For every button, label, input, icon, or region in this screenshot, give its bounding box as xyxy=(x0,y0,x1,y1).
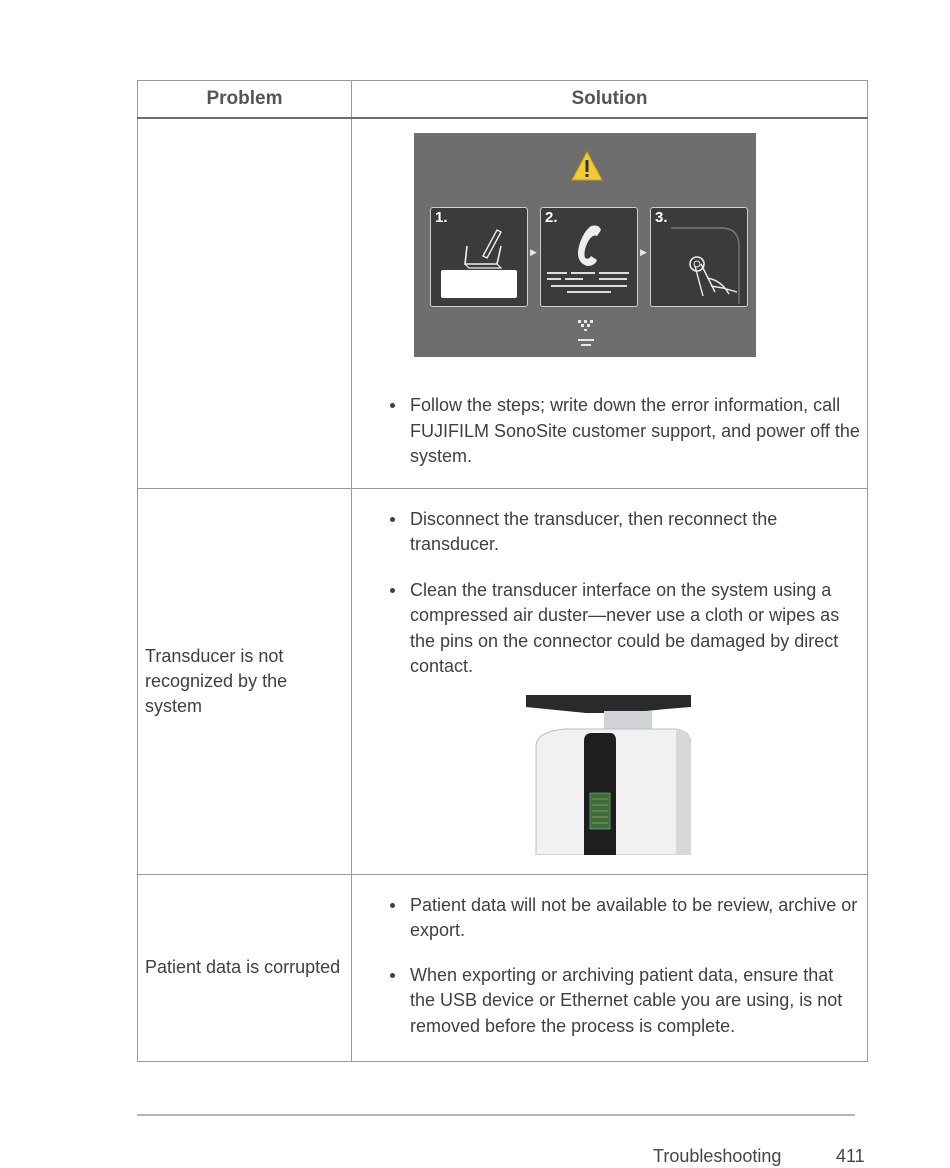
arrow-icon: ▶ xyxy=(530,247,537,257)
solution-cell xyxy=(352,118,868,488)
list-item xyxy=(352,393,867,470)
bullet-icon xyxy=(390,517,395,522)
problem-cell xyxy=(138,118,352,488)
bullet-icon xyxy=(390,973,395,978)
step-1-panel xyxy=(430,207,528,307)
bullet-icon xyxy=(390,403,395,408)
troubleshooting-table xyxy=(137,80,868,1062)
list-item-text: When exporting or archiving patient data, ensure that the USB device or Ethernet cable you are using, is not removed before the process is complete. xyxy=(410,964,843,1036)
step-2-panel xyxy=(540,207,638,307)
hand-touch-icon xyxy=(651,208,747,306)
step-number: 1. xyxy=(435,209,448,226)
phone-icon xyxy=(541,208,637,306)
error-screen-figure xyxy=(414,133,756,357)
table-row xyxy=(138,488,868,874)
solution-header: Solution xyxy=(352,81,868,119)
warning-icon xyxy=(571,151,603,181)
solution-list xyxy=(352,393,867,470)
arrow-icon: ▶ xyxy=(640,247,647,257)
list-item-text: Follow the steps; write down the error information, call FUJIFILM SonoSite customer support, and power off the system. xyxy=(410,395,860,466)
list-item-text: Disconnect the transducer, then reconnect the transducer. xyxy=(410,508,778,554)
table-header-row xyxy=(138,81,868,119)
transducer-port-photo xyxy=(526,695,691,855)
solution-cell xyxy=(352,874,868,1061)
notebook-pencil-icon xyxy=(431,208,527,306)
problem-cell: Patient data is corrupted xyxy=(138,874,352,1061)
bullet-icon xyxy=(390,588,395,593)
page-number: 411 xyxy=(836,1146,865,1166)
footer-section-title: Troubleshooting xyxy=(653,1146,782,1166)
bullet-icon xyxy=(390,903,395,908)
step-3-panel xyxy=(650,207,748,307)
table-row xyxy=(138,874,868,1061)
solution-list xyxy=(352,507,867,680)
list-item xyxy=(352,578,867,680)
solution-cell xyxy=(352,488,868,874)
problem-cell: Transducer is not recognized by the system xyxy=(138,488,352,874)
step-number: 3. xyxy=(655,209,668,226)
list-item xyxy=(352,963,867,1040)
list-item xyxy=(352,507,867,558)
problem-header: Problem xyxy=(138,81,352,119)
step-number: 2. xyxy=(545,209,558,226)
sonosite-logo-icon xyxy=(577,319,595,353)
list-item-text: Clean the transducer interface on the system using a compressed air duster—never use a cloth or wipes as the pins on the connector could be damaged by direct contact. xyxy=(410,579,840,676)
solution-list xyxy=(352,893,867,1040)
footer-divider xyxy=(137,1114,855,1116)
table-row xyxy=(138,118,868,488)
list-item-text: Patient data will not be available to be review, archive or export. xyxy=(410,894,858,940)
list-item xyxy=(352,893,867,944)
